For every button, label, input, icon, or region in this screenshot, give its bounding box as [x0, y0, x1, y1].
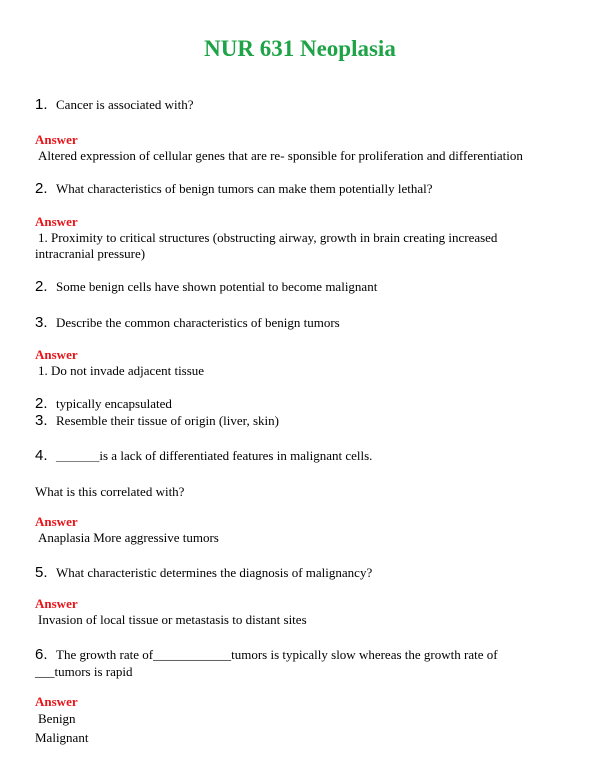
question-number: 3. [35, 314, 48, 331]
question-text: What characteristics of benign tumors can make them potentially lethal? [56, 181, 433, 196]
question-text: tumors is typically slow whereas the growth rate of [231, 647, 498, 662]
question-6 [35, 647, 498, 663]
question-text: The growth rate of [56, 647, 154, 662]
answer-text: 1. Do not invade adjacent tissue [38, 363, 205, 378]
page-title: NUR 631 Neoplasia [204, 36, 396, 61]
list-text: Resemble their tissue of origin (liver, skin) [56, 413, 279, 428]
question-number: 6. [35, 646, 48, 663]
question-number: 2. [35, 180, 48, 197]
answer-text: Malignant [35, 730, 89, 745]
question-4 [35, 448, 372, 464]
question-text: is a lack of differentiated features in malignant cells. [99, 448, 373, 463]
answer-text: 1. Proximity to critical structures (obstructing airway, growth in brain creating increased [38, 230, 498, 245]
answer-label: Answer [35, 214, 78, 229]
question-number: 4. [35, 447, 48, 464]
fill-blank: ___ [35, 664, 55, 679]
question-number: 2. [35, 278, 48, 295]
answer-label: Answer [35, 694, 78, 709]
fill-blank: ____________ [153, 647, 232, 662]
answer-label: Answer [35, 514, 78, 529]
question-text: tumors is rapid [54, 664, 133, 679]
question-text: What characteristic determines the diagnosis of malignancy? [56, 565, 373, 580]
question-text: Some benign cells have shown potential to become malignant [56, 279, 378, 294]
answer-label: Answer [35, 347, 78, 362]
question-1 [35, 97, 194, 113]
question-text: Describe the common characteristics of benign tumors [56, 315, 340, 330]
question-number: 5. [35, 564, 48, 581]
list-text: typically encapsulated [56, 396, 172, 411]
question-2 [35, 181, 433, 197]
answer-label: Answer [35, 596, 78, 611]
question-followup: What is this correlated with? [35, 484, 185, 499]
answer-text: Anaplasia More aggressive tumors [38, 530, 219, 545]
fill-blank: ______ [56, 448, 100, 463]
list-number: 3. [35, 412, 48, 429]
answer-text: Benign [38, 711, 76, 726]
question-2b [35, 279, 377, 295]
answer-text: Altered expression of cellular genes that are re- sponsible for proliferation and differentiation [38, 148, 523, 163]
answer-text: intracranial pressure) [35, 246, 146, 261]
question-text: Cancer is associated with? [56, 97, 194, 112]
list-item [35, 396, 172, 412]
list-item [35, 413, 279, 429]
question-number: 1. [35, 96, 48, 113]
question-3 [35, 315, 340, 331]
answer-label: Answer [35, 132, 78, 147]
list-number: 2. [35, 395, 48, 412]
question-5 [35, 565, 372, 581]
answer-text: Invasion of local tissue or metastasis to distant sites [38, 612, 307, 627]
question-6-line-2 [35, 664, 133, 680]
